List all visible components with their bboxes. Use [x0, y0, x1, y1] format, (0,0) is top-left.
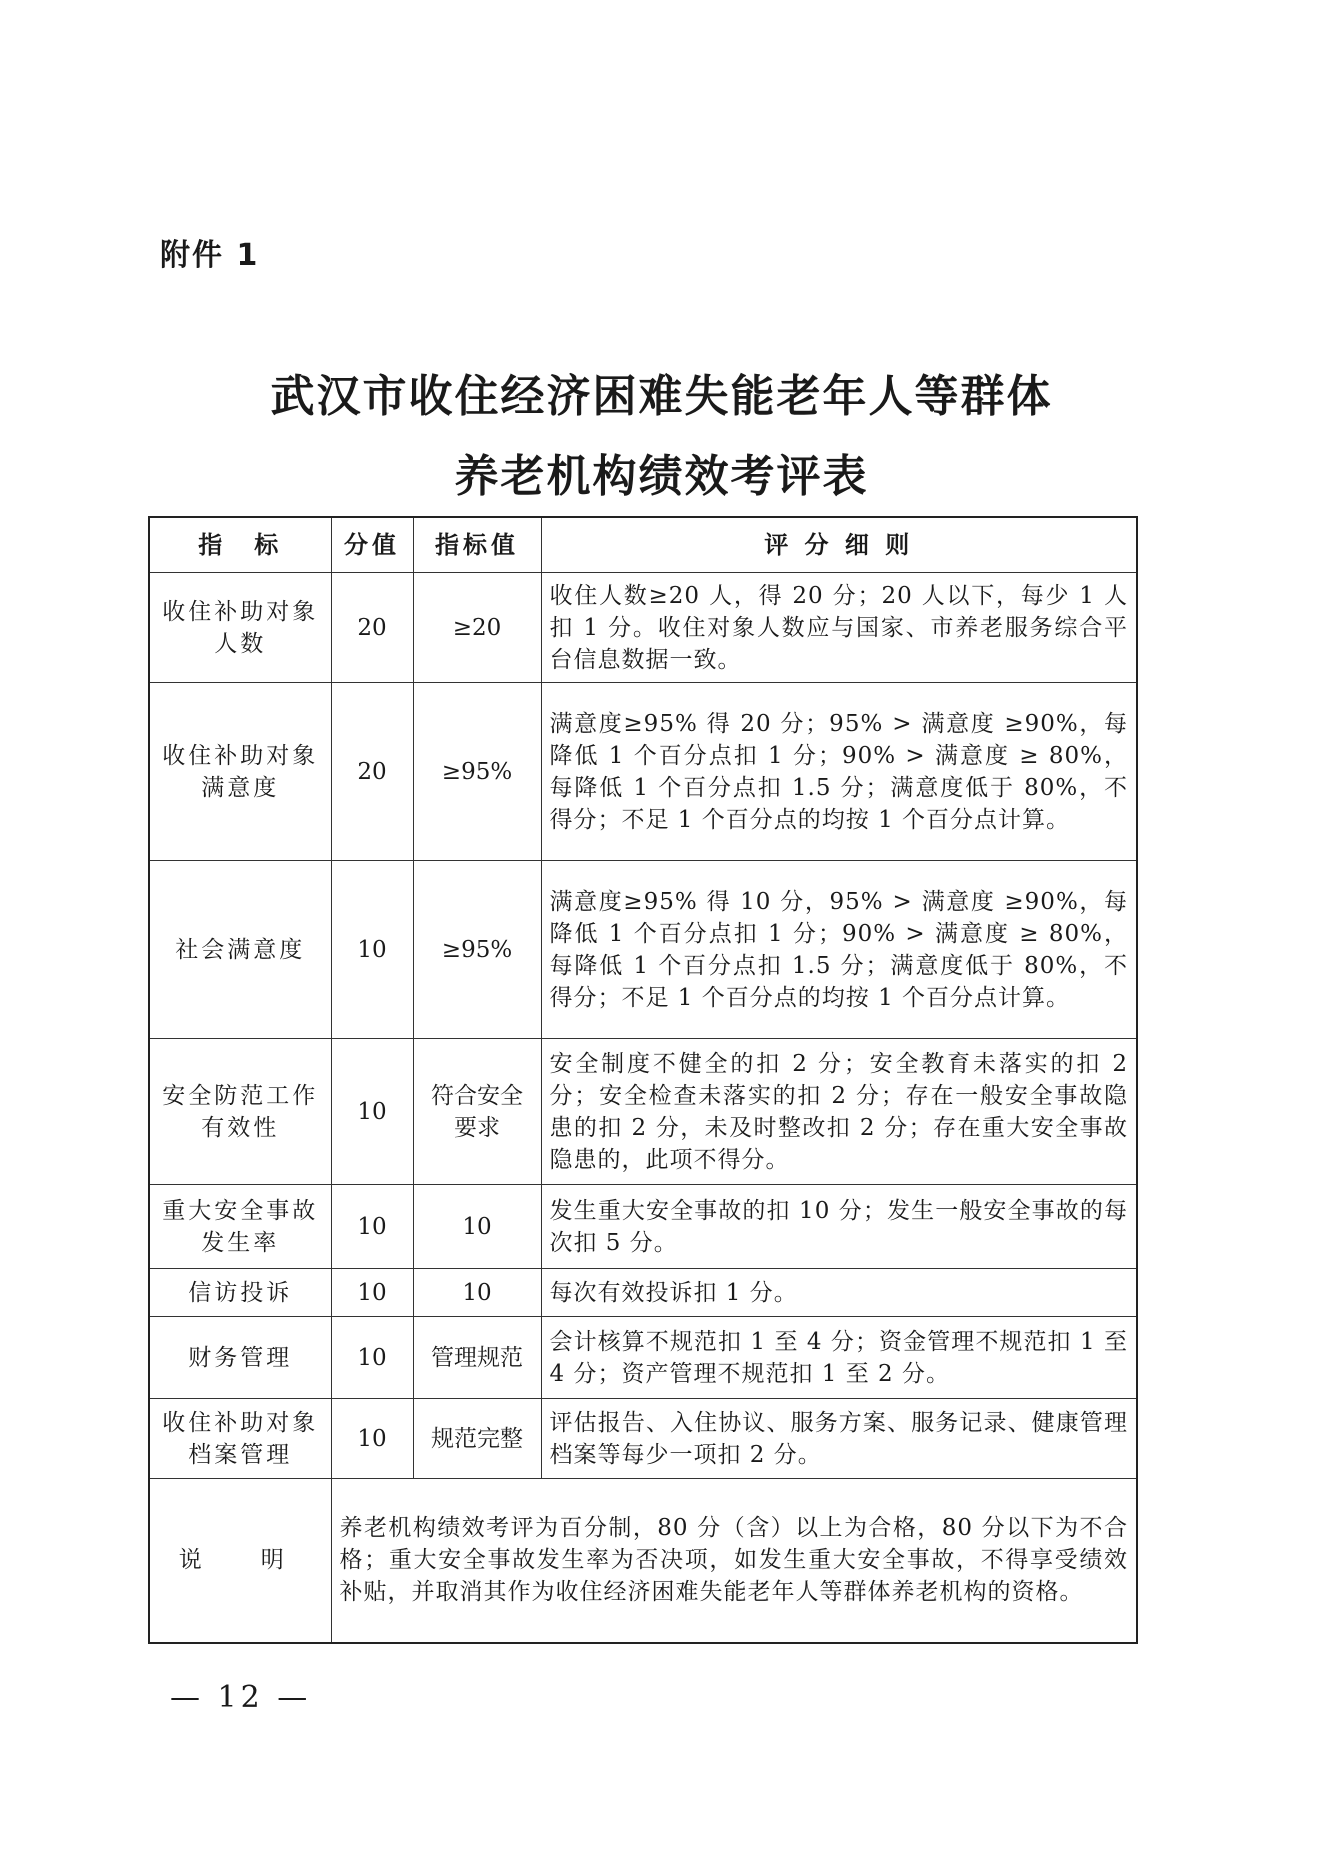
row-score: 10	[331, 1399, 413, 1479]
title-line-1: 武汉市收住经济困难失能老年人等群体	[270, 371, 1053, 422]
row-rules: 发生重大安全事故的扣 10 分；发生一般安全事故的每次扣 5 分。	[541, 1185, 1137, 1269]
header-indicator: 指 标	[149, 517, 331, 573]
title-line-2: 养老机构绩效考评表	[454, 451, 869, 502]
row-indicator: 社会满意度	[149, 861, 331, 1039]
table-row	[149, 1039, 1137, 1185]
row-rules: 安全制度不健全的扣 2 分；安全教育未落实的扣 2 分；安全检查未落实的扣 2 分；存在一般安全事故隐患的扣 2 分，未及时整改扣 2 分；存在重大安全事故隐患的，此项不得分。	[541, 1039, 1137, 1185]
row-rules: 收住人数≥20 人，得 20 分；20 人以下，每少 1 人扣 1 分。收住对象人数应与国家、市养老服务综合平台信息数据一致。	[541, 573, 1137, 683]
row-indicator: 安全防范工作有效性	[149, 1039, 331, 1185]
row-value: ≥20	[413, 573, 541, 683]
note-text: 养老机构绩效考评为百分制，80 分（含）以上为合格，80 分以下为不合格；重大安全事故发生率为否决项，如发生重大安全事故，不得享受绩效补贴，并取消其作为收住经济困难失能老年人等群体养老机构的资格。	[331, 1479, 1137, 1643]
row-value: ≥95%	[413, 861, 541, 1039]
row-rules: 满意度≥95% 得 20 分；95% > 满意度 ≥90%，每降低 1 个百分点扣 1 分；90% > 满意度 ≥ 80%，每降低 1 个百分点扣 1.5 分；满意度低于 80%，不得分；不足 1 个百分点的均按 1 个百分点计算。	[541, 683, 1137, 861]
row-value: ≥95%	[413, 683, 541, 861]
row-score: 10	[331, 861, 413, 1039]
row-value: 符合安全要求	[413, 1039, 541, 1185]
row-score: 20	[331, 683, 413, 861]
row-indicator: 收住补助对象档案管理	[149, 1399, 331, 1479]
row-indicator: 收住补助对象满意度	[149, 683, 331, 861]
table-header-row	[149, 517, 1137, 573]
table-row	[149, 573, 1137, 683]
table-row	[149, 861, 1137, 1039]
page-number: — 12 —	[170, 1680, 312, 1715]
evaluation-table	[148, 516, 1138, 1644]
row-value: 10	[413, 1269, 541, 1317]
row-score: 10	[331, 1317, 413, 1399]
row-rules: 评估报告、入住协议、服务方案、服务记录、健康管理档案等每少一项扣 2 分。	[541, 1399, 1137, 1479]
row-indicator: 信访投诉	[149, 1269, 331, 1317]
table-row	[149, 1185, 1137, 1269]
row-value: 管理规范	[413, 1317, 541, 1399]
note-row	[149, 1479, 1137, 1643]
header-score: 分值	[331, 517, 413, 573]
attachment-label: 附件 1	[160, 238, 260, 273]
row-score: 20	[331, 573, 413, 683]
table-row	[149, 1317, 1137, 1399]
row-indicator: 收住补助对象人数	[149, 573, 331, 683]
row-value: 规范完整	[413, 1399, 541, 1479]
header-rules: 评 分 细 则	[541, 517, 1137, 573]
table-row	[149, 1399, 1137, 1479]
table-row	[149, 1269, 1137, 1317]
row-value: 10	[413, 1185, 541, 1269]
row-rules: 满意度≥95% 得 10 分，95% > 满意度 ≥90%，每降低 1 个百分点扣 1 分；90% > 满意度 ≥ 80%，每降低 1 个百分点扣 1.5 分；满意度低于 80%，不得分；不足 1 个百分点的均按 1 个百分点计算。	[541, 861, 1137, 1039]
row-rules: 每次有效投诉扣 1 分。	[541, 1269, 1137, 1317]
note-label: 说 明	[149, 1479, 331, 1643]
row-rules: 会计核算不规范扣 1 至 4 分；资金管理不规范扣 1 至 4 分；资产管理不规范扣 1 至 2 分。	[541, 1317, 1137, 1399]
row-score: 10	[331, 1039, 413, 1185]
row-indicator: 财务管理	[149, 1317, 331, 1399]
table-row	[149, 683, 1137, 861]
row-indicator: 重大安全事故发生率	[149, 1185, 331, 1269]
header-indicator-value: 指标值	[413, 517, 541, 573]
row-score: 10	[331, 1269, 413, 1317]
row-score: 10	[331, 1185, 413, 1269]
